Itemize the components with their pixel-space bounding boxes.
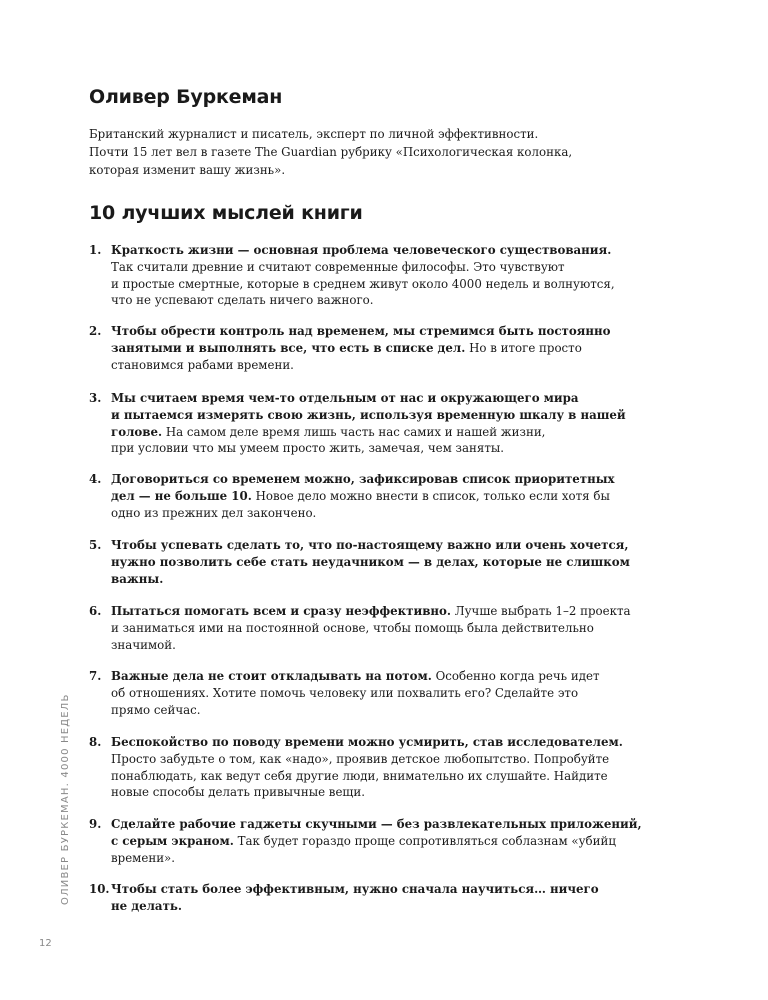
thought-line <box>111 816 642 833</box>
thought-bold-text: Мы считаем время чем-то отдельным от нас и окружающего мира <box>111 391 579 405</box>
thought-number: 1. <box>89 243 102 257</box>
thought-regular-text: что не успевают сделать ничего важного. <box>111 293 374 308</box>
thought-text <box>111 734 623 801</box>
thought-line <box>111 276 615 293</box>
thought-bold-text: дел — не больше 10. <box>111 488 252 503</box>
thought-bold-text: важны. <box>111 571 164 586</box>
thought-regular-text: понаблюдать, как ведут себя другие люди, внимательно их слушайте. Найдите <box>111 768 608 783</box>
thought-line <box>111 850 581 867</box>
thought-regular-text: времени». <box>111 850 176 865</box>
thought-line <box>111 881 599 898</box>
thought-regular-text: новые способы делать привычные вещи. <box>111 785 366 800</box>
thought-regular-text: становимся рабами времени. <box>111 357 294 372</box>
author-name: Оливер Буркеман <box>89 86 283 108</box>
thought-line <box>111 440 581 457</box>
thought-bold-text: нужно позволить себе стать неудачником — в делах, которые не слишком <box>111 554 630 569</box>
thought-regular-text: Но в итоге просто <box>465 340 582 355</box>
thought-line <box>111 603 631 620</box>
thought-line <box>111 685 581 702</box>
thought-regular-text: значимой. <box>111 637 176 652</box>
thought-bold-text: Чтобы обрести контроль над временем, мы стремимся быть постоянно <box>111 324 611 338</box>
thought-number: 5. <box>89 538 102 552</box>
thought-bold-text: Важные дела не стоит откладывать на потом. <box>111 669 432 683</box>
thought-regular-text: при условии что мы умеем просто жить, замечая, чем заняты. <box>111 441 504 456</box>
thought-line <box>111 471 615 488</box>
thought-text <box>111 471 615 521</box>
thought-bold-text: не делать. <box>111 898 183 913</box>
thought-line <box>111 898 581 915</box>
thought-line <box>111 424 581 441</box>
thought-bold-text: Сделайте рабочие гаджеты скучными — без развлекательных приложений, <box>111 817 642 831</box>
thought-line <box>111 407 626 424</box>
thought-regular-text: об отношениях. Хотите помочь человеку или похвалить его? Сделайте это <box>111 685 579 700</box>
thought-line <box>111 505 581 522</box>
thought-line <box>111 734 623 751</box>
thought-text <box>111 390 626 457</box>
thought-text <box>111 668 600 718</box>
thought-line <box>111 259 581 276</box>
thought-bold-text: Краткость жизни — основная проблема человеческого существования. <box>111 243 612 257</box>
thought-regular-text: Особенно когда речь идет <box>431 669 600 683</box>
bio-line: Британский журналист и писатель, эксперт по личной эффективности. <box>89 127 539 141</box>
thought-number: 8. <box>89 735 102 749</box>
thought-number: 3. <box>89 391 102 405</box>
thought-text <box>111 816 642 866</box>
thought-line <box>111 637 581 654</box>
thought-regular-text: Так считали древние и считают современные философы. Это чувствуют <box>111 259 565 274</box>
thought-line <box>111 784 581 801</box>
thought-number: 6. <box>89 604 102 618</box>
thought-number: 2. <box>89 324 102 338</box>
thought-line <box>111 242 612 259</box>
thought-bold-text: и пытаемся измерять свою жизнь, используя временную шкалу в нашей <box>111 407 626 422</box>
thought-line <box>111 620 594 637</box>
thought-text <box>111 603 631 653</box>
thought-bold-text: с серым экраном. <box>111 833 234 848</box>
thought-regular-text: прямо сейчас. <box>111 702 201 717</box>
thought-number: 9. <box>89 817 102 831</box>
thought-regular-text: Лучше выбрать 1–2 проекта <box>451 604 631 618</box>
thought-text <box>111 323 611 373</box>
thought-line <box>111 571 581 588</box>
thought-line <box>111 768 608 785</box>
running-header: ОЛИВЕР БУРКЕМАН. 4000 НЕДЕЛЬ <box>60 693 71 905</box>
author-bio <box>89 125 629 179</box>
thought-line <box>111 488 610 505</box>
thought-line <box>111 357 581 374</box>
page-number: 12 <box>39 938 52 949</box>
thought-line <box>111 833 616 850</box>
thought-line <box>111 751 610 768</box>
thought-regular-text: Новое дело можно внести в список, только если хотя бы <box>251 488 610 503</box>
thought-bold-text: Чтобы успевать сделать то, что по-настоящему важно или очень хочется, <box>111 538 629 552</box>
thought-line <box>111 537 629 554</box>
thought-text <box>111 242 615 309</box>
thought-regular-text: На самом деле время лишь часть нас самих и нашей жизни, <box>162 424 546 439</box>
thought-bold-text: Договориться со временем можно, зафиксировав список приоритетных <box>111 472 615 486</box>
thought-regular-text: одно из прежних дел закончено. <box>111 505 317 520</box>
thought-line <box>111 323 611 340</box>
thought-line <box>111 340 581 357</box>
thought-number: 10. <box>89 882 110 896</box>
thought-line <box>111 702 581 719</box>
thought-bold-text: Беспокойство по поводу времени можно усмирить, став исследователем. <box>111 735 623 749</box>
thought-regular-text: и заниматься ими на постоянной основе, чтобы помощь была действительно <box>111 620 594 635</box>
thought-bold-text: Пытаться помогать всем и сразу неэффективно. <box>111 604 452 618</box>
thought-text <box>111 537 630 587</box>
thought-regular-text: Так будет гораздо проще сопротивляться соблазнам «убийц <box>233 833 616 848</box>
thought-text <box>111 881 599 915</box>
section-title: 10 лучших мыслей книги <box>89 202 363 224</box>
thought-bold-text: голове. <box>111 424 163 439</box>
thought-number: 7. <box>89 669 102 683</box>
thought-bold-text: занятыми и выполнять все, что есть в списке дел. <box>111 340 466 355</box>
bio-line: Почти 15 лет вел в газете The Guardian рубрику «Психологическая колонка, <box>89 145 573 159</box>
thought-line <box>111 554 630 571</box>
thought-bold-text: Чтобы стать более эффективным, нужно сначала научиться… ничего <box>111 882 599 896</box>
thought-regular-text: и простые смертные, которые в среднем живут около 4000 недель и волнуются, <box>111 276 615 291</box>
thought-regular-text: Просто забудьте о том, как «надо», проявив детское любопытство. Попробуйте <box>111 751 610 766</box>
thought-line <box>111 668 600 685</box>
thought-number: 4. <box>89 472 102 486</box>
thought-line <box>111 292 581 309</box>
bio-line: которая изменит вашу жизнь». <box>89 163 286 177</box>
thought-line <box>111 390 581 407</box>
